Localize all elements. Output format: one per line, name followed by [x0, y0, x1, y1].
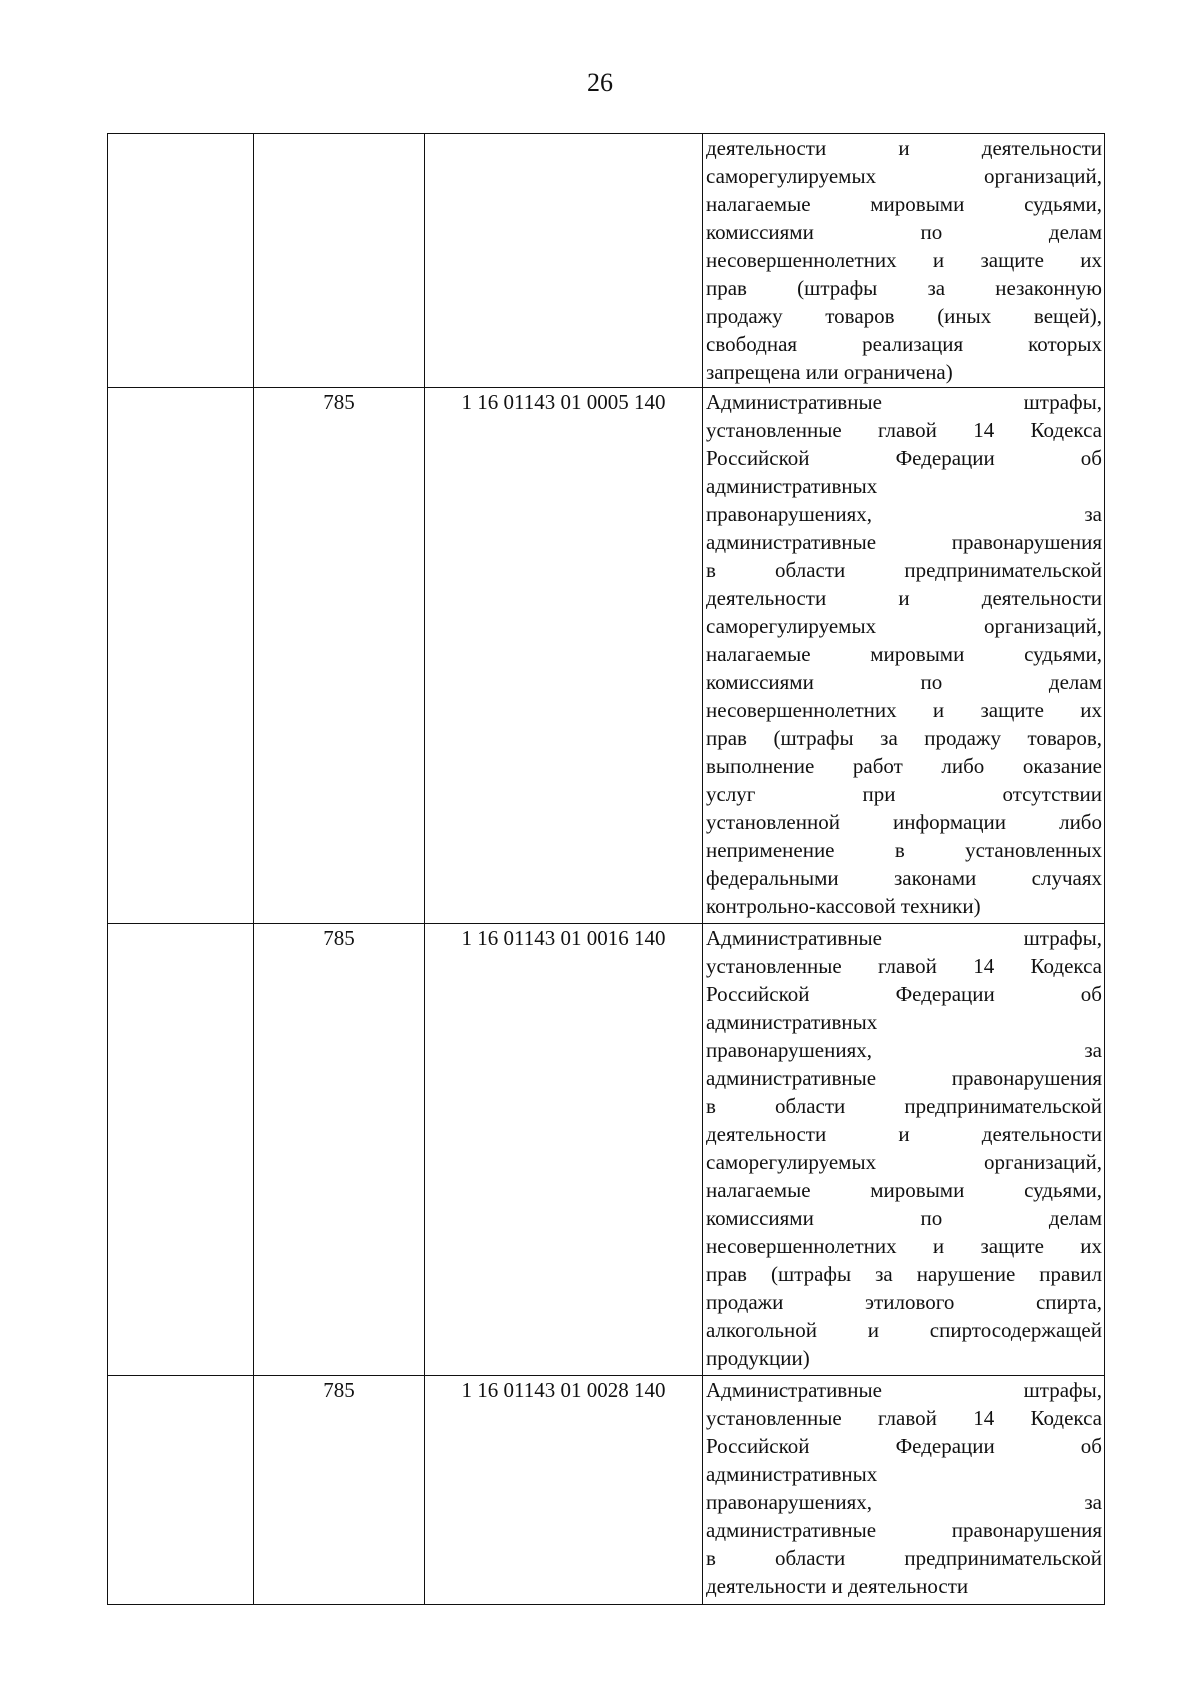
description-line: административных — [706, 1462, 878, 1486]
budget-classification-table — [107, 133, 1105, 1605]
description-line: комиссиями по делам — [706, 1206, 1102, 1230]
description-line: саморегулируемых организаций, — [706, 164, 1102, 188]
description-line: продукции) — [706, 1346, 810, 1370]
description-line: правонарушениях, за — [706, 502, 1102, 526]
description-line: административные правонарушения — [706, 530, 1102, 554]
description-line: правонарушениях, за — [706, 1038, 1102, 1062]
description-line: несовершеннолетних и защите их — [706, 1234, 1102, 1258]
empty-cell — [108, 134, 254, 388]
description-line: в области предпринимательской — [706, 1094, 1102, 1118]
description-line: несовершеннолетних и защите их — [706, 248, 1102, 272]
admin-code-cell: 785 — [254, 924, 425, 1376]
kbk-code-cell: 1 16 01143 01 0028 140 — [425, 1376, 703, 1605]
description-line: деятельности и деятельности — [706, 1122, 1102, 1146]
description-line: запрещена или ограничена) — [706, 360, 953, 384]
description-line: установленной информации либо — [706, 810, 1102, 834]
description-line: налагаемые мировыми судьями, — [706, 1178, 1102, 1202]
description-line: Административные штрафы, — [706, 390, 1102, 414]
description-line: выполнение работ либо оказание — [706, 754, 1102, 778]
description-line: услуг при отсутствии — [706, 782, 1102, 806]
table-row — [108, 1376, 1105, 1605]
description-line: Российской Федерации об — [706, 1434, 1102, 1458]
description-line: установленные главой 14 Кодекса — [706, 1406, 1102, 1430]
description-line: в области предпринимательской — [706, 558, 1102, 582]
description-line: прав (штрафы за продажу товаров, — [706, 726, 1102, 750]
description-cell — [703, 388, 1105, 924]
admin-code-cell — [254, 134, 425, 388]
description-line: прав (штрафы за нарушение правил — [706, 1262, 1102, 1286]
description-line: деятельности и деятельности — [706, 586, 1102, 610]
description-line: Административные штрафы, — [706, 926, 1102, 950]
description-line: федеральными законами случаях — [706, 866, 1102, 890]
description-line: в области предпринимательской — [706, 1546, 1102, 1570]
empty-cell — [108, 1376, 254, 1605]
description-line: свободная реализация которых — [706, 332, 1102, 356]
description-line: продажи этилового спирта, — [706, 1290, 1102, 1314]
table-row — [108, 134, 1105, 388]
kbk-code-cell — [425, 134, 703, 388]
description-line: налагаемые мировыми судьями, — [706, 192, 1102, 216]
empty-cell — [108, 924, 254, 1376]
description-line: продажу товаров (иных вещей), — [706, 304, 1102, 328]
description-line: контрольно-кассовой техники) — [706, 894, 981, 918]
description-cell — [703, 134, 1105, 388]
description-line: налагаемые мировыми судьями, — [706, 642, 1102, 666]
description-line: алкогольной и спиртосодержащей — [706, 1318, 1102, 1342]
description-line: установленные главой 14 Кодекса — [706, 954, 1102, 978]
admin-code-cell: 785 — [254, 1376, 425, 1605]
kbk-code-cell: 1 16 01143 01 0005 140 — [425, 388, 703, 924]
table-row — [108, 388, 1105, 924]
description-line: установленные главой 14 Кодекса — [706, 418, 1102, 442]
description-line: прав (штрафы за незаконную — [706, 276, 1102, 300]
description-line: Административные штрафы, — [706, 1378, 1102, 1402]
description-line: деятельности и деятельности — [706, 1574, 969, 1598]
description-line: деятельности и деятельности — [706, 136, 1102, 160]
admin-code-cell: 785 — [254, 388, 425, 924]
description-line: Российской Федерации об — [706, 446, 1102, 470]
description-cell — [703, 924, 1105, 1376]
description-line: административные правонарушения — [706, 1518, 1102, 1542]
description-line: правонарушениях, за — [706, 1490, 1102, 1514]
description-cell — [703, 1376, 1105, 1605]
description-line: административных — [706, 474, 878, 498]
description-line: саморегулируемых организаций, — [706, 614, 1102, 638]
page-number: 26 — [587, 68, 613, 97]
description-line: комиссиями по делам — [706, 220, 1102, 244]
description-line: несовершеннолетних и защите их — [706, 698, 1102, 722]
description-line: саморегулируемых организаций, — [706, 1150, 1102, 1174]
description-line: неприменение в установленных — [706, 838, 1102, 862]
description-line: административных — [706, 1010, 878, 1034]
description-line: административные правонарушения — [706, 1066, 1102, 1090]
empty-cell — [108, 388, 254, 924]
description-line: комиссиями по делам — [706, 670, 1102, 694]
table-row — [108, 924, 1105, 1376]
description-line: Российской Федерации об — [706, 982, 1102, 1006]
kbk-code-cell: 1 16 01143 01 0016 140 — [425, 924, 703, 1376]
